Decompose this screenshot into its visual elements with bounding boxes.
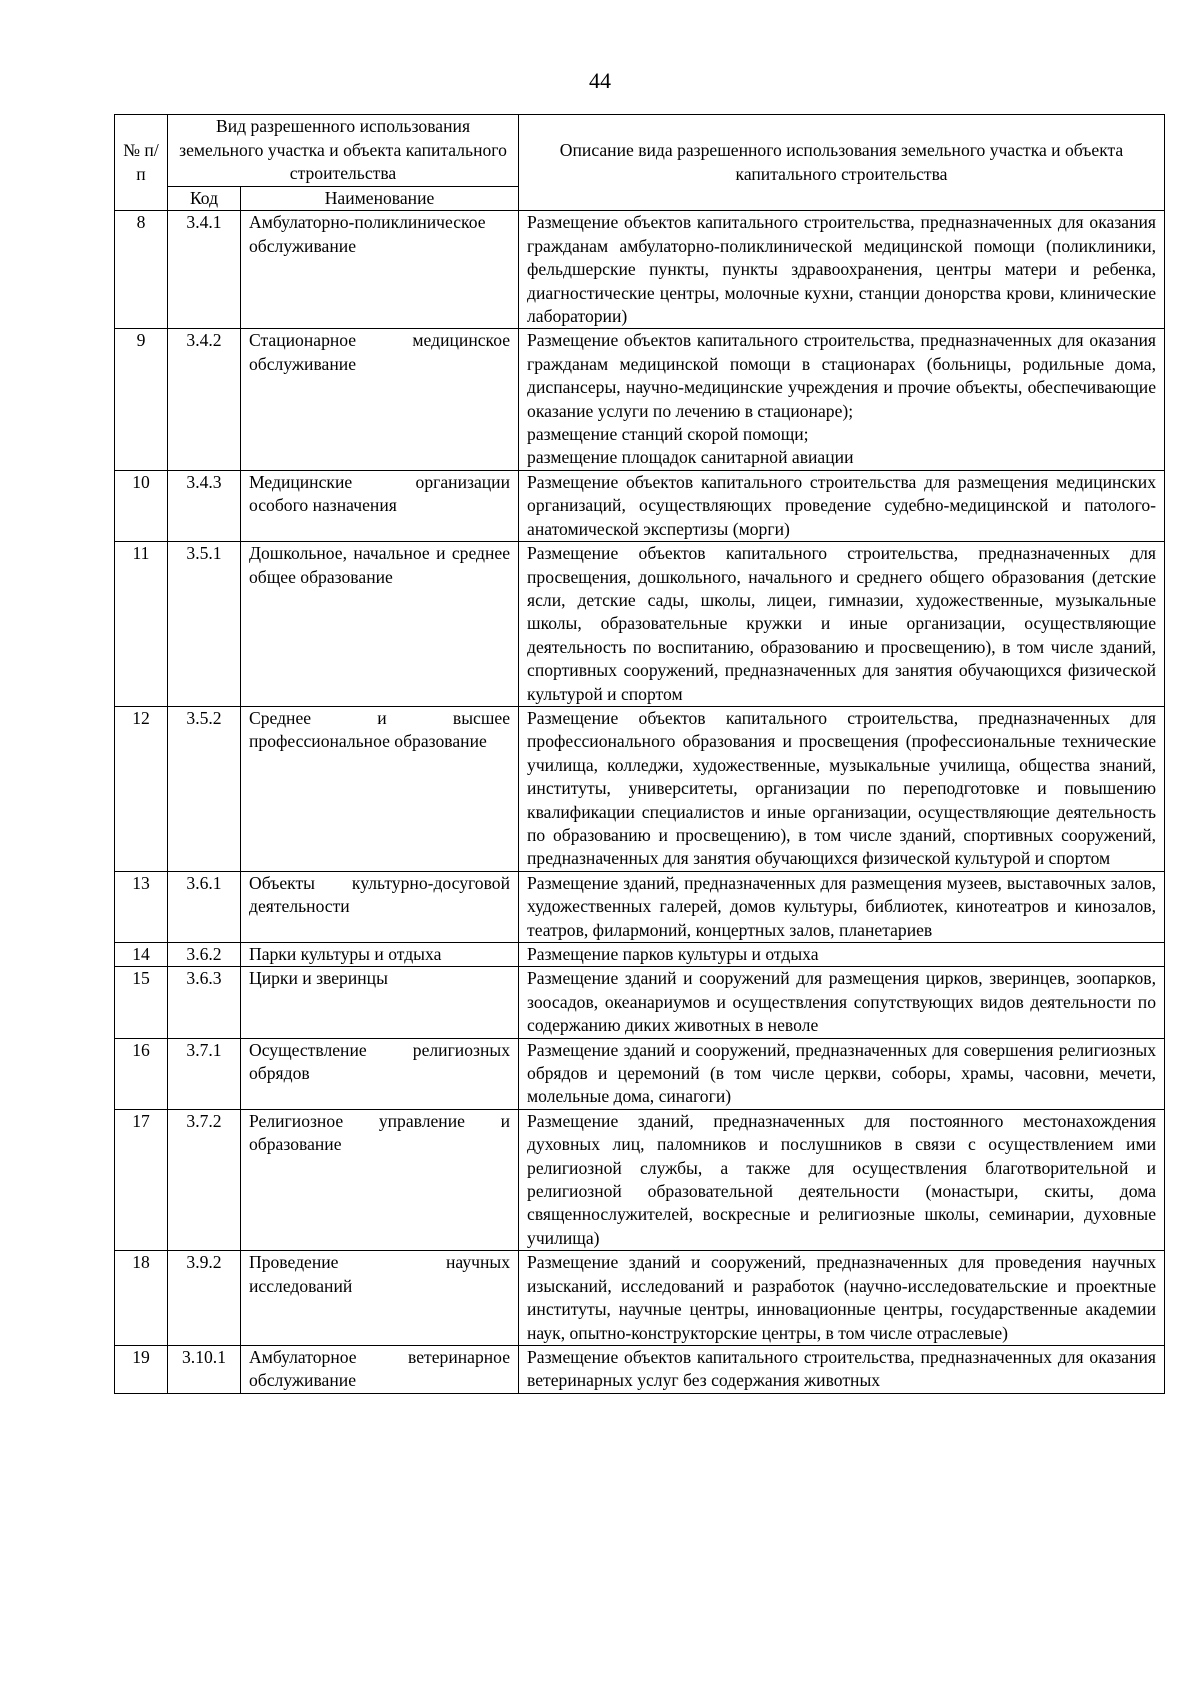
row-code: 3.6.1 xyxy=(168,871,241,942)
row-code: 3.6.3 xyxy=(168,967,241,1038)
row-description xyxy=(519,967,1165,1038)
description-paragraph: Размещение парков культуры и отдыха xyxy=(527,944,819,964)
row-code: 3.4.2 xyxy=(168,329,241,470)
table-row xyxy=(115,542,1165,707)
row-code: 3.7.1 xyxy=(168,1038,241,1109)
table-row xyxy=(115,470,1165,541)
description-paragraph: Размещение объектов капитального строительства, предназначенных для оказания гражданам амбулаторно-поликлинической медицинской помощи (поликлиники, фельдшерские пункты, пункты здравоохранения, центры матери и ребенка, диагностические центры, молочные кухни, станции донорства крови, клинические лаборатории) xyxy=(527,212,1157,327)
row-number: 15 xyxy=(115,967,168,1038)
row-code: 3.10.1 xyxy=(168,1345,241,1393)
row-name: Среднее и высшее профессиональное образование xyxy=(241,706,519,871)
table-row xyxy=(115,1109,1165,1250)
row-description xyxy=(519,706,1165,871)
header-description: Описание вида разрешенного использования земельного участка и объекта капитального строительства xyxy=(519,115,1165,211)
row-name: Объекты культурно-досуговой деятельности xyxy=(241,871,519,942)
description-paragraph: размещение площадок санитарной авиации xyxy=(527,447,854,468)
row-name: Амбулаторно-поликлиническое обслуживание xyxy=(241,211,519,329)
header-group: Вид разрешенного использования земельного участка и объекта капитального строительства xyxy=(168,115,519,187)
description-paragraph: Размещение зданий и сооружений, предназначенных для совершения религиозных обрядов и церемоний (в том числе церкви, соборы, храмы, часовни, мечети, молельные дома, синагоги) xyxy=(527,1039,1157,1107)
row-description xyxy=(519,211,1165,329)
description-paragraph: Размещение объектов капитального строительства, предназначенных для профессионального образования и просвещения (профессиональные технические училища, колледжи, художественные, музыкальные училища, общества знаний, институты, университеты, организации по переподготовке и повышению квалификации специалистов и иные организации, осуществляющие деятельность по образованию и просвещению), в том числе зданий, спортивных сооружений, предназначенных для занятия обучающихся физической культурой и спортом xyxy=(527,707,1157,869)
row-number: 8 xyxy=(115,211,168,329)
row-name: Стационарное медицинское обслуживание xyxy=(241,329,519,470)
row-description xyxy=(519,1109,1165,1250)
row-code: 3.5.1 xyxy=(168,542,241,707)
description-paragraph: Размещение зданий и сооружений для размещения цирков, зверинцев, зоопарков, зоосадов, океанариумов и осуществления сопутствующих видов деятельности по содержанию диких животных в неволе xyxy=(527,968,1157,1036)
table-row xyxy=(115,1251,1165,1346)
row-code: 3.5.2 xyxy=(168,706,241,871)
table-row xyxy=(115,871,1165,942)
row-name: Осуществление религиозных обрядов xyxy=(241,1038,519,1109)
row-name: Цирки и зверинцы xyxy=(241,967,519,1038)
row-description xyxy=(519,943,1165,967)
row-description xyxy=(519,1038,1165,1109)
description-paragraph: Размещение объектов капитального строительства, предназначенных для оказания ветеринарных услуг без содержания животных xyxy=(527,1346,1157,1391)
description-paragraph: Размещение зданий, предназначенных для постоянного местонахождения духовных лиц, паломников и послушников в связи с осуществлением ими религиозной службы, а также для осуществления благотворительной и религиозной образовательной деятельности (монастыри, скиты, дома священнослужителей, воскресные и религиозные школы, семинарии, духовные училища) xyxy=(527,1110,1157,1248)
description-paragraph: размещение станций скорой помощи; xyxy=(527,424,809,445)
table-row xyxy=(115,943,1165,967)
page-number: 44 xyxy=(589,68,611,93)
description-paragraph: Размещение зданий, предназначенных для размещения музеев, выставочных залов, художественных галерей, домов культуры, библиотек, кинотеатров и кинозалов, театров, филармоний, концертных залов, планетариев xyxy=(527,872,1157,940)
row-name: Парки культуры и отдыха xyxy=(241,943,519,967)
row-number: 17 xyxy=(115,1109,168,1250)
row-name: Медицинские организации особого назначения xyxy=(241,470,519,541)
header-name: Наименование xyxy=(241,187,519,211)
row-number: 11 xyxy=(115,542,168,707)
header-code: Код xyxy=(168,187,241,211)
row-number: 9 xyxy=(115,329,168,470)
table-header xyxy=(115,115,1165,211)
table-row xyxy=(115,1038,1165,1109)
row-code: 3.4.3 xyxy=(168,470,241,541)
row-name: Религиозное управление и образование xyxy=(241,1109,519,1250)
table-row xyxy=(115,211,1165,329)
table-body xyxy=(115,211,1165,1393)
row-description xyxy=(519,329,1165,470)
row-number: 16 xyxy=(115,1038,168,1109)
description-paragraph: Размещение зданий и сооружений, предназначенных для проведения научных изысканий, исследований и разработок (научно-исследовательские и проектные институты, научные центры, инновационные центры, государственные академии наук, опытно-конструкторские центры, в том числе отраслевые) xyxy=(527,1252,1157,1343)
row-code: 3.9.2 xyxy=(168,1251,241,1346)
row-number: 18 xyxy=(115,1251,168,1346)
row-description xyxy=(519,871,1165,942)
description-paragraph: Размещение объектов капитального строительства для размещения медицинских организаций, осуществляющих проведение судебно-медицинской и патолого-анатомической экспертизы (морги) xyxy=(527,471,1157,539)
row-description xyxy=(519,470,1165,541)
row-name: Дошкольное, начальное и среднее общее образование xyxy=(241,542,519,707)
row-number: 12 xyxy=(115,706,168,871)
row-description xyxy=(519,1345,1165,1393)
row-number: 10 xyxy=(115,470,168,541)
row-code: 3.6.2 xyxy=(168,943,241,967)
description-paragraph: Размещение объектов капитального строительства, предназначенных для оказания гражданам медицинской помощи в стационарах (больницы, родильные дома, диспансеры, научно-медицинские учреждения и прочие объекты, обеспечивающие оказание услуги по лечению в стационаре); xyxy=(527,330,1157,421)
table-row xyxy=(115,967,1165,1038)
table-row xyxy=(115,1345,1165,1393)
table-row xyxy=(115,329,1165,470)
row-number: 19 xyxy=(115,1345,168,1393)
row-code: 3.7.2 xyxy=(168,1109,241,1250)
row-number: 13 xyxy=(115,871,168,942)
header-num: № п/п xyxy=(115,115,168,211)
row-description xyxy=(519,542,1165,707)
table-row xyxy=(115,706,1165,871)
land-use-table xyxy=(114,114,1165,1394)
row-code: 3.4.1 xyxy=(168,211,241,329)
description-paragraph: Размещение объектов капитального строительства, предназначенных для просвещения, дошкольного, начального и среднего общего образования (детские ясли, детские сады, школы, лицеи, гимназии, художественные, музыкальные школы, образовательные кружки и иные организации, осуществляющие деятельность по воспитанию, образованию и просвещению), в том числе зданий, спортивных сооружений, предназначенных для занятия обучающихся физической культурой и спортом xyxy=(527,543,1157,704)
row-number: 14 xyxy=(115,943,168,967)
row-name: Проведение научных исследований xyxy=(241,1251,519,1346)
row-description xyxy=(519,1251,1165,1346)
row-name: Амбулаторное ветеринарное обслуживание xyxy=(241,1345,519,1393)
